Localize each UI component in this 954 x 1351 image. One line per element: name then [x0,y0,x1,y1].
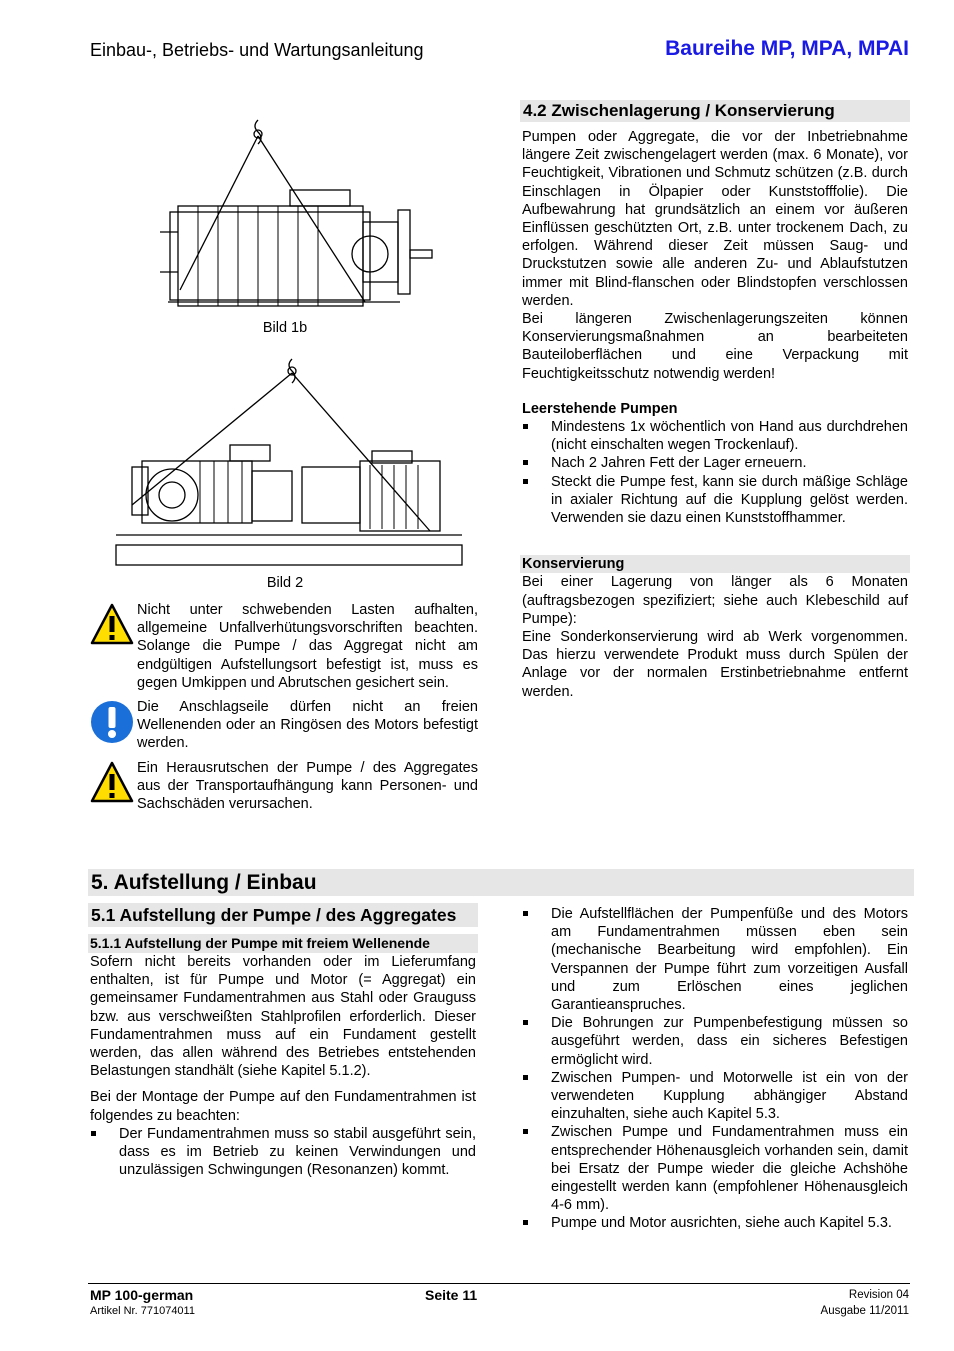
paragraph: Sofern nicht bereits vorhanden oder im Lieferumfang enthalten, ist für Pumpe und Motor (= Aggregat) ein gemeinsamer Fundamentrahmen aus Stahl oder Grauguss bzw. aus verschweißten Stahlprofilen erforderlich. Dieser Fundamentrahmen muss auf ein Fundament gestellt werden, das allen während des Betriebes entstehenden Belastungen standhält (siehe Kapitel 5.1.2). [90,954,476,1080]
notice-text: Die Anschlagseile dürfen nicht an freien Wellenenden oder an Ringösen des Motors befestigt werden. [137,699,478,752]
warning-block [90,759,478,814]
list-item: Die Aufstellflächen der Pumpenfüße und des Motors am Fundamentrahmen müssen eben sein (mechanische Bearbeitung wird empfohlen). Ein Verspannen der Pumpe führt zum vorzeitigen Ausfall und zum Erlöschen eines jeglichen Garantieanspruches. [522,905,908,1014]
section-5-1-continued [520,905,910,1233]
bullet-list [88,1125,478,1180]
series-title: Baureihe MP, MPA, MPAI [665,37,909,60]
section-4-2 [520,100,910,701]
safety-notes [90,601,478,819]
subsection-heading: 5.1.1 Aufstellung der Pumpe mit freiem Wellenende [88,934,478,953]
warning-block [90,601,478,692]
document-title: Einbau-, Betriebs- und Wartungsanleitung [90,40,424,60]
warning-triangle-icon [90,761,134,805]
warning-triangle-icon [90,603,134,647]
paragraph: Eine Sonderkonservierung wird ab Werk vorgenommen. Das hierzu verwendete Produkt muss durch Spülen der Anlage vor der normalen Erstinbetriebnahme entfernt werden. [522,629,908,700]
footer-article-number: Artikel Nr. 771074011 [90,1305,195,1317]
list-item: Die Bohrungen zur Pumpenbefestigung müssen so ausgeführt werden, dass ein sicheres Befestigen ermöglicht wird. [522,1014,908,1069]
bullet-list [520,418,910,527]
footer-divider [88,1283,910,1284]
warning-text: Ein Herausrutschen der Pumpe / des Aggregates aus der Transportaufhängung kann Personen- und Sachschäden verursachen. [137,759,478,813]
pump-lifting-drawing-bild-1b [150,112,440,312]
pump-lifting-drawing-bild-2 [110,355,470,570]
footer-issue: Ausgabe 11/2011 [820,1305,909,1317]
list-item: Zwischen Pumpen- und Motorwelle ist ein von der verwendeten Kupplung abhängiger Abstand einzuhalten, siehe auch Kapitel 5.3. [522,1069,908,1124]
exclamation-circle-icon [90,700,134,744]
section-heading: 5.1 Aufstellung der Pumpe / des Aggregates [88,903,478,927]
subheading-leerstehende-pumpen: Leerstehende Pumpen [522,400,678,417]
chapter-heading: 5. Aufstellung / Einbau [88,869,914,896]
list-item: Nach 2 Jahren Fett der Lager erneuern. [522,454,908,472]
list-item: Zwischen Pumpe und Fundamentrahmen muss ein entsprechender Höhenausgleich vorhanden sein, damit bei Ersatz der Pumpe wieder die gleiche Achshöhe eingestellt werden kann (empfohlener Höhenausgleich 4-6 mm). [522,1123,908,1214]
list-item: Mindestens 1x wöchentlich von Hand aus durchdrehen (nicht einschalten wegen Trockenlauf). [522,418,908,454]
footer-revision: Revision 04 [848,1289,909,1301]
section-heading: 4.2 Zwischenlagerung / Konservierung [520,100,910,122]
figure-caption-bild-1b: Bild 1b [262,320,308,336]
list-item: Steckt die Pumpe fest, kann sie durch mäßige Schläge in axialer Richtung auf die Kupplung gelöst werden. Verwenden sie dazu einen Kunststoffhammer. [522,473,908,528]
paragraph: Bei der Montage der Pumpe auf den Fundamentrahmen ist folgendes zu beachten: [90,1089,476,1124]
paragraph: Bei längeren Zwischenlagerungszeiten können Konservierungsmaßnahmen an bearbeiteten Bauteiloberflächen und eine Verpackung mit Feuchtigkeitsschutz notwendig werden! [522,311,908,382]
bullet-list [520,905,910,1233]
list-item: Pumpe und Motor ausrichten, siehe auch Kapitel 5.3. [522,1214,908,1232]
section-5-1 [88,903,478,1179]
paragraph: Bei einer Lagerung von länger als 6 Monaten (auftragsbezogen spezifiziert; siehe auch Klebeschild auf Pumpe): [522,574,908,627]
warning-text: Nicht unter schwebenden Lasten aufhalten, allgemeine Unfallverhütungsvorschriften beachten. Solange die Pumpe / das Aggregat nicht am endgültigen Aufstellungsort befestigt ist, muss es gegen Umkippen und Abrutschen gesichert sein. [137,602,478,691]
subheading-konservierung: Konservierung [520,555,910,573]
list-item: Der Fundamentrahmen muss so stabil ausgeführt sein, dass es im Betrieb zu keinen Verwindungen und unzulässigen Schwingungen (Resonanzen) kommt. [90,1125,476,1180]
paragraph: Pumpen oder Aggregate, die vor der Inbetriebnahme längere Zeit zwischengelagert werden (max. 6 Monate), vor Feuchtigkeit, Vibrationen und Schmutz schützen (z.B. durch Einschlagen in Ölpapier oder Kunststofffolie). Die Aufbewahrung hat grundsätzlich an einem vor äußeren Einflüssen geschützten Ort, z.B. unter trockenem Dach, zu erfolgen. Während dieser Zeit müssen Saug- und Druckstutzen sowie alle anderen Zu- und Ablaufstutzen immer mit Blind-flanschen oder Blindstopfen verschlossen werden. [522,129,908,309]
figure-caption-bild-2: Bild 2 [266,575,304,591]
footer-document-id: MP 100-german [90,1287,194,1303]
footer-page-number: Seite 11 [425,1287,478,1303]
notice-block [90,698,478,753]
